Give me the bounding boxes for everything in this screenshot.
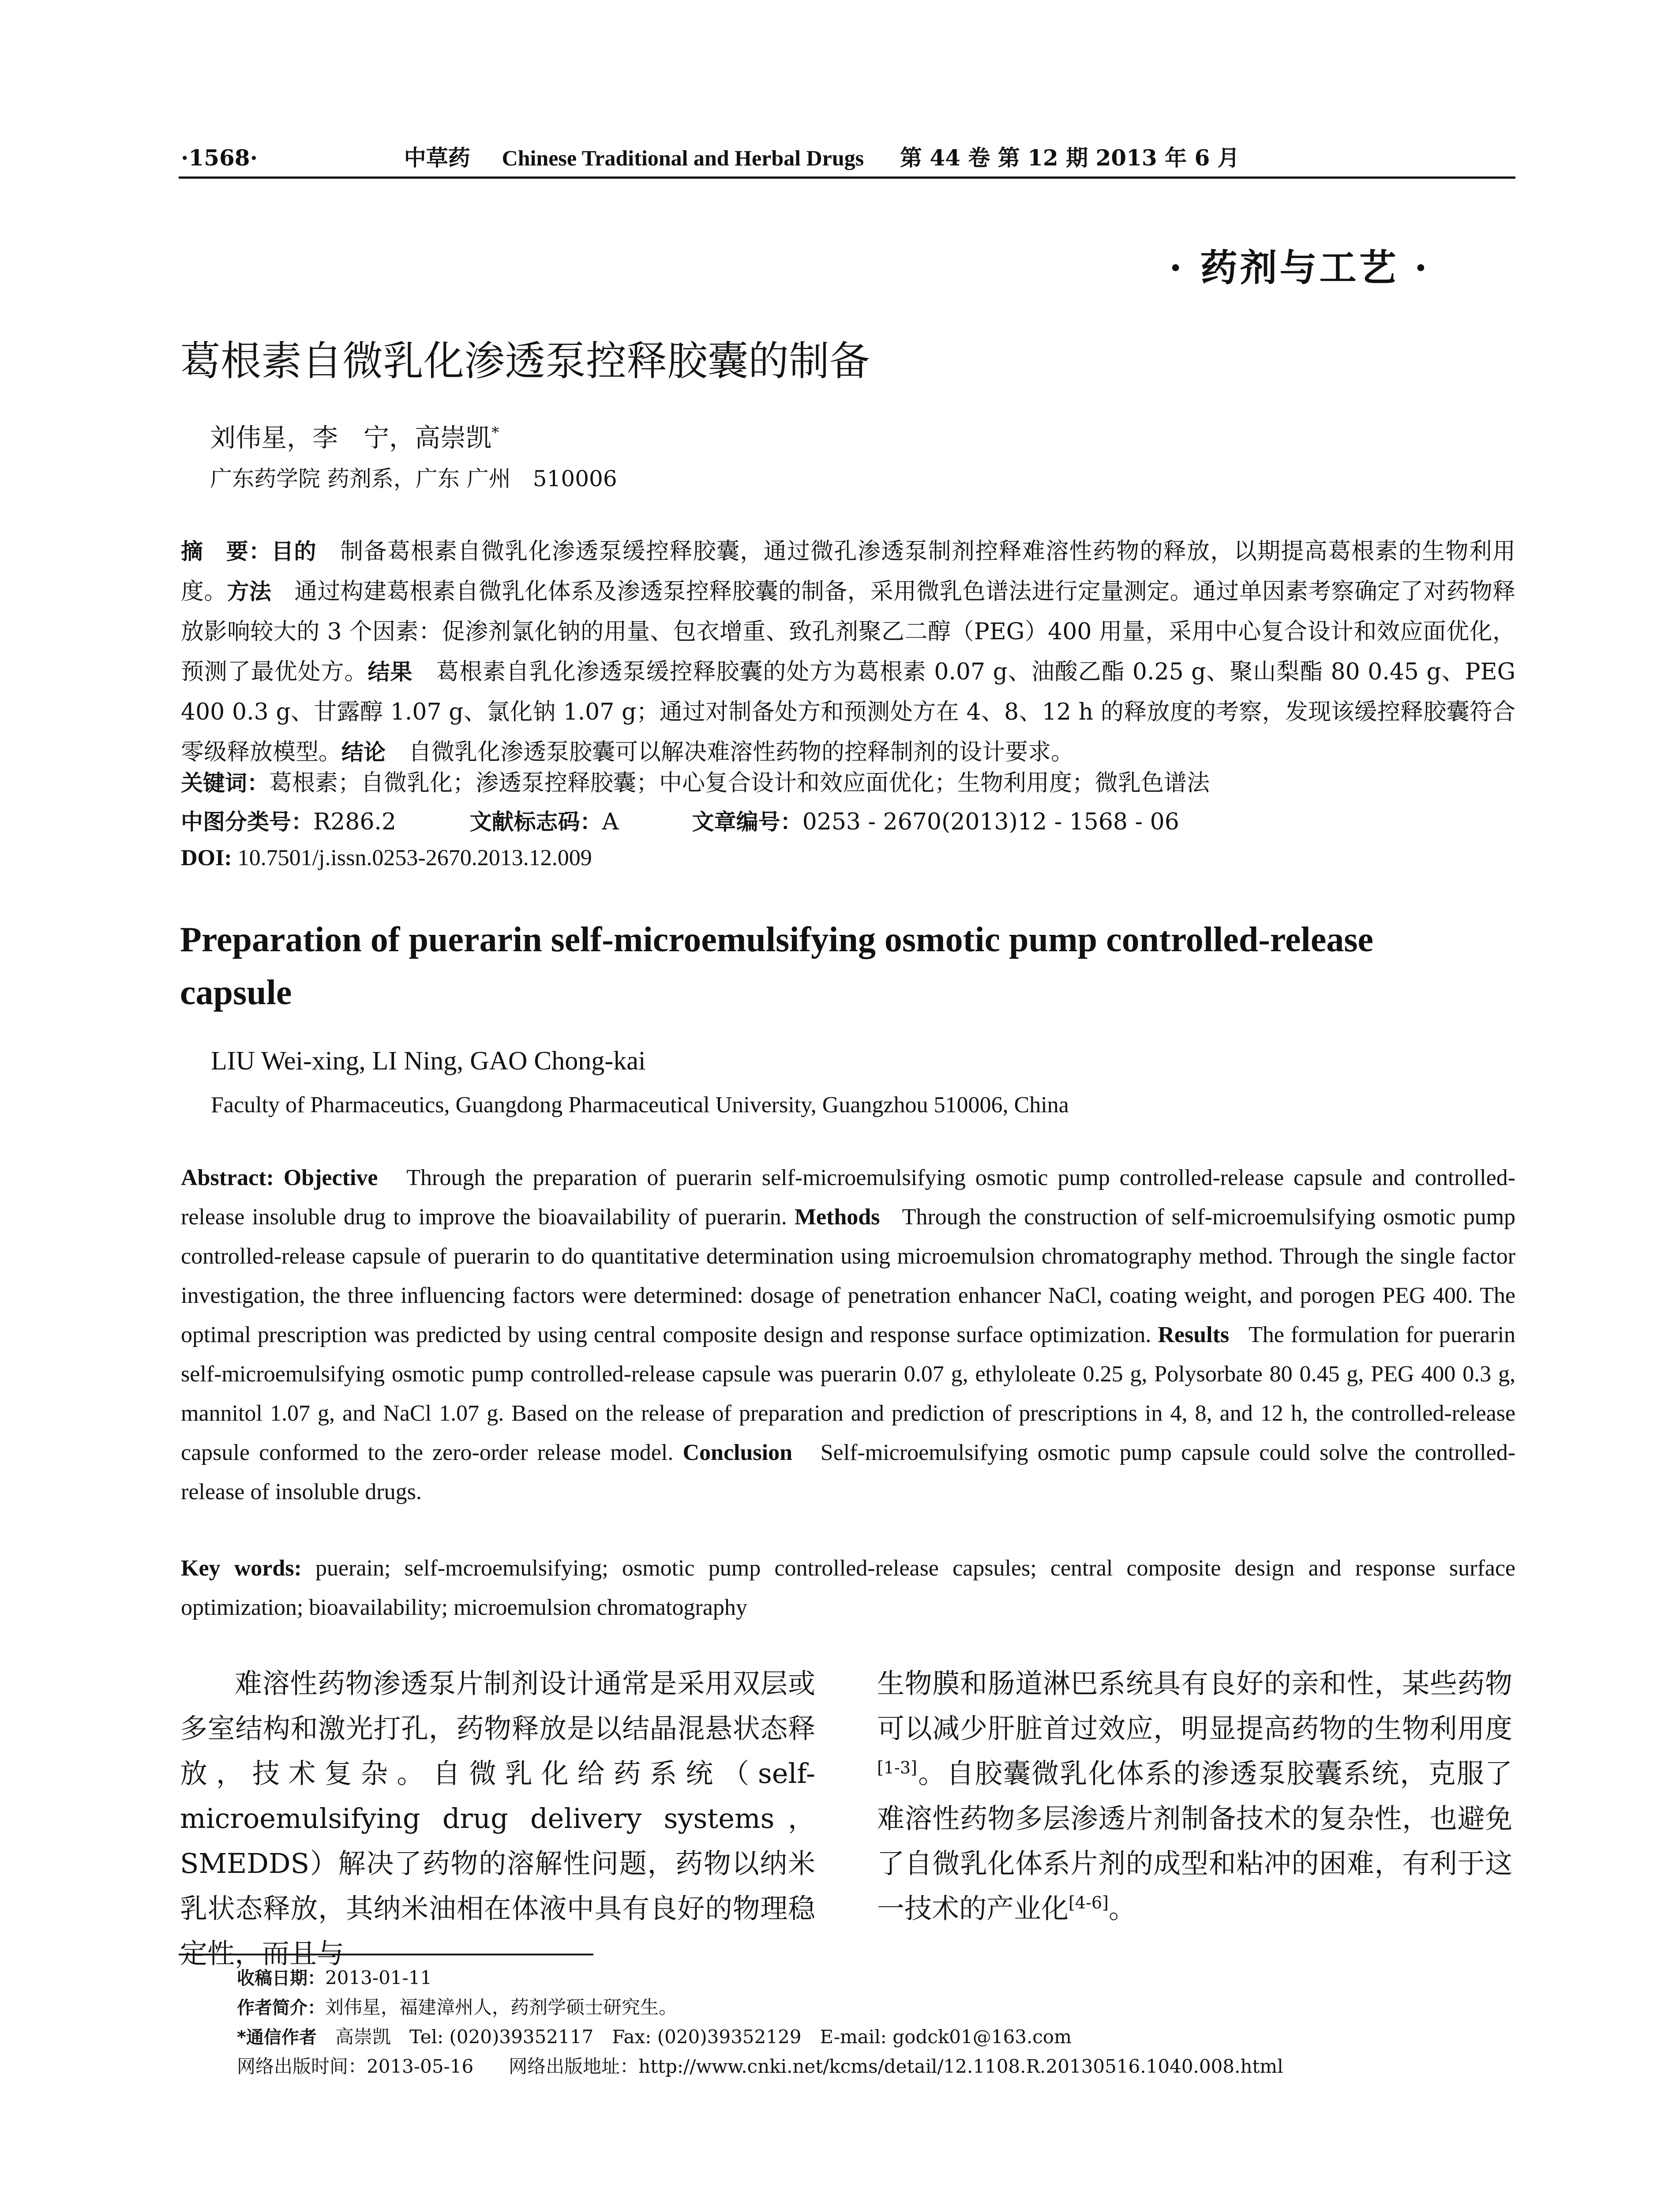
cn-author-list: 刘伟星，李 宁，高崇凯 [210, 423, 492, 453]
en-objective-text: Through the preparation of puerarin self-microemulsifying osmotic pump controlled-release capsule and controlled-release insoluble drug to improve the bioavailability of puerarin. [181, 1165, 1516, 1230]
footnote-online [237, 2052, 1283, 2081]
corresponding-value: 高崇凯 Tel: (020)39352117 Fax: (020)39352129 E-mail: godck01@163.com [335, 2026, 1072, 2048]
en-abstract-label: Abstract: [181, 1165, 274, 1190]
cn-abstract-label: 摘 要： [181, 539, 272, 564]
cn-results-label: 结果 [368, 659, 413, 685]
class-number-label: 中图分类号： [181, 809, 313, 835]
body-right-text-3: 。 [1108, 1892, 1136, 1925]
class-number-value: R286.2 [313, 809, 397, 835]
class-number [181, 809, 396, 835]
footnote-corresponding [237, 2022, 1283, 2052]
page-number: ·1568· [181, 145, 258, 171]
body-column-right [877, 1661, 1512, 1931]
journal-name-cn: 中草药 [404, 145, 470, 171]
footnote-author [237, 1993, 1283, 2022]
cn-authors [210, 417, 499, 454]
corresponding-mark: * [491, 424, 499, 442]
cn-conclusion-text: 自微乳化渗透泵胶囊可以解决难溶性药物的控释制剂的设计要求。 [409, 739, 1074, 765]
en-conclusion-text: Self-microemulsifying osmotic pump capsule could solve the controlled-release of insoluble drugs. [181, 1440, 1516, 1504]
citation-1[interactable]: [1-3] [877, 1758, 917, 1778]
doc-code-label: 文献标志码： [469, 809, 602, 835]
en-keywords-text: puerain; self-mcroemulsifying; osmotic pump controlled-release capsules; central composite design and response surface optimization; bioavailability; microemulsion chromatography [181, 1556, 1515, 1620]
cn-keywords-text: 葛根素；自微乳化；渗透泵控释胶囊；中心复合设计和效应面优化；生物利用度；微乳色谱法 [269, 770, 1210, 796]
body-right-text-2: 。自胶囊微乳化体系的渗透泵胶囊系统，克服了难溶性药物多层渗透片剂制备技术的复杂性，也避免了自微乳化体系片剂的成型和粘冲的困难，有利于这一技术的产业化 [877, 1757, 1512, 1925]
citation-2[interactable]: [4-6] [1069, 1893, 1109, 1913]
doc-code [470, 809, 619, 835]
online-url-value[interactable]: http://www.cnki.net/kcms/detail/12.1108.R.20130516.1040.008.html [638, 2056, 1283, 2077]
cn-conclusion-label: 结论 [341, 739, 386, 765]
cn-keywords-label: 关键词： [181, 770, 269, 796]
body-right-text-1: 生物膜和肠道淋巴系统具有良好的亲和性，某些药物可以减少肝脏首过效应，明显提高药物的生物利用度 [877, 1667, 1512, 1745]
journal-name-en: Chinese Traditional and Herbal Drugs [502, 146, 864, 170]
en-abstract [181, 1158, 1515, 1512]
cn-classification [181, 804, 1245, 836]
cn-methods-text: 通过构建葛根素自微乳化体系及渗透泵控释胶囊的制备，采用微乳色谱法进行定量测定。通过单因素考察确定了对药物释放影响较大的 3 个因素：促渗剂氯化钠的用量、包衣增重、致孔剂聚乙二醇（PEG）400 用量，采用中心复合设计和效应面优化，预测了最优处方。 [181, 578, 1515, 685]
received-label: 收稿日期： [237, 1968, 325, 1988]
article-number-label: 文章编号： [692, 809, 802, 835]
en-authors: LIU Wei-xing, LI Ning, GAO Chong-kai [211, 1046, 646, 1075]
cn-objective-label: 目的 [271, 539, 317, 564]
en-keywords [181, 1549, 1515, 1627]
doi [181, 845, 592, 871]
cn-abstract [181, 532, 1515, 773]
en-affiliation: Faculty of Pharmaceutics, Guangdong Pharmaceutical University, Guangzhou 510006, China [211, 1092, 1069, 1118]
received-value: 2013-01-11 [325, 1967, 432, 1988]
cn-keywords [181, 764, 1210, 797]
header-rule [179, 176, 1515, 179]
cn-title: 葛根素自微乳化渗透泵控释胶囊的制备 [180, 338, 870, 385]
cn-affiliation: 广东药学院 药剂系，广东 广州 510006 [210, 466, 617, 491]
online-time-label: 网络出版时间： [237, 2056, 367, 2077]
en-conclusion-label: Conclusion [682, 1440, 793, 1465]
corresponding-label: *通信作者 [237, 2027, 317, 2048]
article-number [692, 809, 1179, 835]
footnote-rule [179, 1954, 593, 1955]
online-url-label: 网络出版地址： [509, 2056, 639, 2077]
en-objective-label: Objective [283, 1165, 378, 1190]
cn-results-text: 葛根素自乳化渗透泵缓控释胶囊的处方为葛根素 0.07 g、油酸乙酯 0.25 g、聚山梨酯 80 0.45 g、PEG 400 0.3 g、甘露醇 1.07 g、氯化钠 1.07 g；通过对制备处方和预测处方在 4、8、12 h 的释放度的考察，发现该缓控释胶囊符合零级释放模型。 [181, 659, 1515, 765]
footnotes [237, 1963, 1283, 2081]
footnote-received [237, 1963, 1283, 1993]
author-bio-value: 刘伟星，福建漳州人，药剂学硕士研究生。 [325, 1996, 678, 2018]
en-keywords-label: Key words: [181, 1556, 302, 1581]
author-bio-label: 作者简介： [237, 1998, 325, 2018]
issue-info: 第 44 卷 第 12 期 2013 年 6 月 [900, 145, 1240, 171]
article-number-value: 0253 - 2670(2013)12 - 1568 - 06 [802, 809, 1179, 835]
section-label: · 药剂与工艺 · [1169, 246, 1430, 289]
doi-value: 10.7501/j.issn.0253-2670.2013.12.009 [237, 845, 592, 870]
en-title: Preparation of puerarin self-microemulsifying osmotic pump controlled-release capsule [180, 920, 1373, 1012]
doc-code-value: A [602, 809, 619, 835]
body-column-left: 难溶性药物渗透泵片制剂设计通常是采用双层或多室结构和激光打孔，药物释放是以结晶混悬状态释放，技术复杂。自微乳化给药系统（self-microemulsifying drug delivery systems，SMEDDS）解决了药物的溶解性问题，药物以纳米乳状态释放，其纳米油相在体液中具有良好的物理稳定性，而且与 [180, 1667, 815, 1970]
cn-objective-text: 制备葛根素自微乳化渗透泵缓控释胶囊，通过微孔渗透泵制剂控释难溶性药物的释放，以期提高葛根素的生物利用度。 [181, 538, 1515, 605]
en-methods-label: Methods [794, 1204, 880, 1230]
en-results-label: Results [1158, 1322, 1230, 1347]
cn-methods-label: 方法 [227, 579, 271, 604]
doi-label: DOI: [181, 845, 232, 870]
running-header [181, 140, 1513, 176]
en-methods-text: Through the construction of self-microemulsifying osmotic pump controlled-release capsule of puerarin to do quantitative determination using microemulsion chromatography method. Through the single factor investigation, the three influencing factors were determined: dosage of penetration enhancer NaCl, coating weight, and porogen PEG 400. The optimal prescription was predicted by using central composite design and response surface optimization. [181, 1204, 1516, 1347]
en-results-text: The formulation for puerarin self-microemulsifying osmotic pump controlled-release capsule was puerarin 0.07 g, ethyloleate 0.25 g, Polysorbate 80 0.45 g, PEG 400 0.3 g, mannitol 1.07 g, and NaCl 1.07 g. Based on the release of preparation and prediction of prescriptions in 4, 8, and 12 h, the controlled-release capsule conformed to the zero-order release model. [181, 1322, 1516, 1465]
online-time-value: 2013-05-16 [367, 2056, 474, 2077]
